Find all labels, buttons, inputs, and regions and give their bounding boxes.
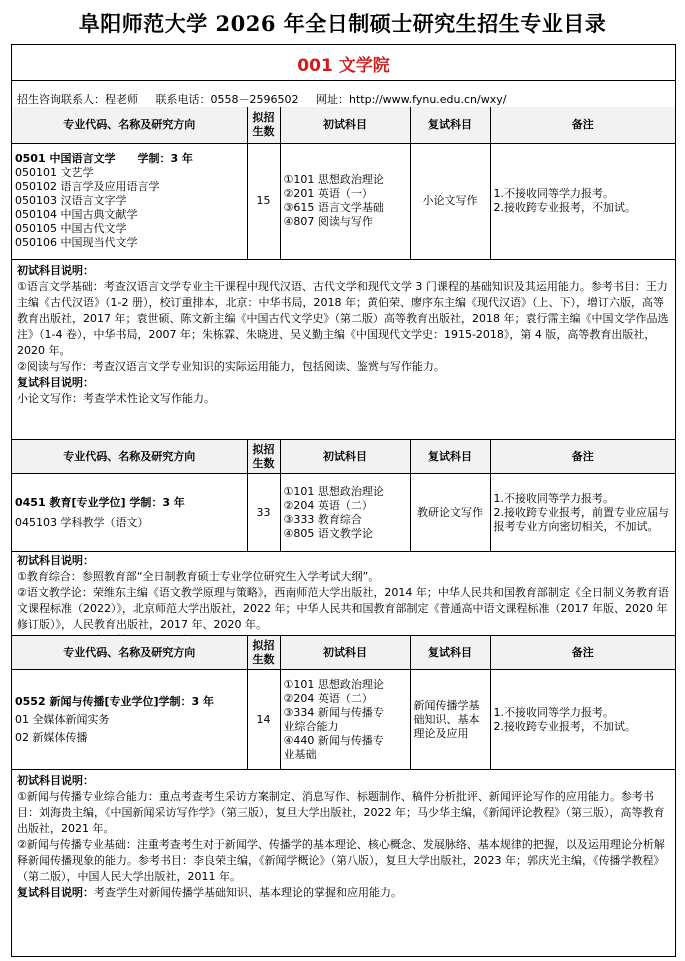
- retest-subject: 教研论文写作: [410, 474, 490, 552]
- exam-subject: ③333 教育综合: [283, 512, 362, 526]
- note-paragraph: ②语文教学论：荣维东主编《语文教学原理与策略》，西南师范大学出版社，2014 年；中华人民共和国教育部制定《全日制义务教育语文课程标准（2022）》，北京师范大学出版社，2022 年；中华人民共和国教育部制定《普通高中语文课程标准（2017 年版、2020 年修订版）》，人民教育出版社，2017 年、2020 年。: [17, 586, 669, 631]
- contact-website: 网址：http://www.fynu.edu.cn/wxy/: [315, 93, 507, 106]
- direction: 050104 中国古典文献学: [15, 208, 138, 221]
- retest-note-line: [17, 885, 670, 901]
- program-table: [12, 635, 675, 770]
- exam-subject: ③334 新闻与传播专: [283, 705, 384, 719]
- catalog-frame: [11, 44, 676, 957]
- retest-line: 理论及应用: [413, 726, 469, 740]
- note-paragraph: ②阅读与写作：考查汉语言文学专业知识的实际运用能力，包括阅读、鉴赏与写作能力。: [17, 360, 445, 373]
- retest-subject: 小论文写作: [410, 143, 490, 259]
- remarks: [490, 670, 675, 770]
- direction: 050102 语言学及应用语言学: [15, 180, 160, 193]
- header-remark: 备注: [490, 107, 675, 143]
- header-major: 专业代码、名称及研究方向: [12, 440, 247, 474]
- plan-count: 14: [247, 670, 280, 770]
- header-remark: 备注: [490, 636, 675, 670]
- remark-line: 1.不接收同等学力报考。: [493, 187, 614, 200]
- header-exam2: 复试科目: [410, 636, 490, 670]
- notes-title: 初试科目说明：: [17, 774, 94, 787]
- retest-line: 新闻传播学基: [413, 698, 480, 712]
- plan-count: 15: [247, 143, 280, 259]
- retest-note: 小论文写作：考查学术性论文写作能力。: [17, 392, 215, 405]
- plan-count: 33: [247, 474, 280, 552]
- remarks: [490, 474, 675, 552]
- remark-line: 1.不接收同等学力报考。: [493, 491, 614, 505]
- exam-subject: 业基础: [283, 747, 317, 761]
- exam-subject: ①101 思想政治理论: [283, 484, 384, 498]
- notes-title: 初试科目说明：: [17, 554, 94, 567]
- note-paragraph: ①语言文学基础：考查汉语言文学专业主干课程中现代汉语、古代文学和现代文学 3 门课程的基础知识及其运用能力。参考书目：王力主编《古代汉语》（1-2 册），校订重排本，北京：中华书局，2018 年；黄伯荣、廖序东主编《现代汉语》（上、下），增订六版，高等教育出版社，2017 年；袁世硕、陈文新主编《中国古代文学史》（第二版）高等教育出版社，2018 年；袁行霈主编《中国文学作品选注》（1-4 卷），中华书局，2007 年；朱栋霖、朱晓进、吴义勤主编《中国现代文学史：1915-2018》，第 4 版，高等教育出版社，2020 年。: [17, 280, 669, 357]
- exam-notes: [12, 263, 675, 407]
- header-plan: 拟招生数: [247, 107, 280, 143]
- retest-line: 础知识、基本: [413, 712, 480, 726]
- retest-note: 考查学生对新闻传播学基础知识、基本理论的掌握和应用能力。: [94, 886, 402, 899]
- remark-line: 2.接收跨专业报考，不加试。: [493, 201, 636, 214]
- header-major: 专业代码、名称及研究方向: [12, 107, 247, 143]
- table-header-row: [12, 107, 675, 143]
- remark-line: 1.不接收同等学力报考。: [493, 705, 614, 719]
- contact-person: 招生咨询联系人：程老师: [17, 93, 138, 106]
- program-name: 0451 教育[专业学位] 学制：3 年: [15, 495, 185, 509]
- table-header-row: [12, 636, 675, 670]
- page-title: 阜阳师范大学 2026 年全日制硕士研究生招生专业目录: [78, 11, 607, 36]
- exam-subject: 业综合能力: [283, 719, 339, 733]
- major-cell: [12, 143, 247, 259]
- exam-subject: ②204 英语（二）: [283, 498, 373, 512]
- divider: [12, 80, 675, 81]
- header-remark: 备注: [490, 440, 675, 474]
- exam-subject: ②204 英语（二）: [283, 691, 373, 705]
- remark-line: 2.接收跨专业报考，不加试。: [493, 719, 636, 733]
- exam-subjects: [280, 474, 410, 552]
- table-row: [12, 474, 675, 552]
- program-table: [12, 107, 675, 260]
- direction: 02 新媒体传播: [15, 730, 88, 744]
- exam-subjects: [280, 670, 410, 770]
- header-major: 专业代码、名称及研究方向: [12, 636, 247, 670]
- exam-subject: ④440 新闻与传播专: [283, 733, 384, 747]
- direction: 01 全媒体新闻实务: [15, 712, 110, 726]
- direction: 050103 汉语言文字学: [15, 194, 127, 207]
- direction: 050101 文艺学: [15, 166, 94, 179]
- exam-subject: ②201 英语（一）: [283, 187, 373, 200]
- direction: 050105 中国古代文学: [15, 222, 127, 235]
- header-exam2: 复试科目: [410, 107, 490, 143]
- header-exam1: 初试科目: [280, 440, 410, 474]
- header-plan: 拟招生数: [247, 636, 280, 670]
- table-row: [12, 670, 675, 770]
- program-name: 0552 新闻与传播[专业学位]学制：3 年: [15, 694, 214, 708]
- remark-line: 2.接收跨专业报考，前置专业应届与报考专业方向密切相关，不加试。: [493, 505, 669, 533]
- exam-subject: ①101 思想政治理论: [283, 677, 384, 691]
- exam-subject: ①101 思想政治理论: [283, 173, 384, 186]
- table-header-row: [12, 440, 675, 474]
- exam-subjects: [280, 143, 410, 259]
- exam-subject: ④805 语文教学论: [283, 526, 373, 540]
- direction: 045103 学科教学（语文）: [15, 515, 149, 529]
- retest-notes-title: 复试科目说明：: [17, 886, 94, 899]
- exam-notes: [12, 773, 675, 901]
- header-exam2: 复试科目: [410, 440, 490, 474]
- major-cell: [12, 474, 247, 552]
- direction: 050106 中国现当代文学: [15, 236, 138, 249]
- contact-line: [17, 91, 520, 107]
- program-table: [12, 439, 675, 552]
- note-paragraph: ②新闻与传播专业基础：注重考查考生对于新闻学、传播学的基本理论、核心概念、发展脉络、基本规律的把握，以及运用理论分析解释新闻传播现象的能力。参考书目：李良荣主编，《新闻学概论》（第八版），复旦大学出版社，2023 年；郭庆光主编，《传播学教程》（第二版），中国人民大学出版社，2011 年。: [17, 838, 665, 883]
- header-exam1: 初试科目: [280, 107, 410, 143]
- retest-subject: [410, 670, 490, 770]
- exam-subject: ④807 阅读与写作: [283, 215, 373, 228]
- college-title: 001 文学院: [297, 56, 390, 76]
- program-name: 0501 中国语言文学 学制：3 年: [15, 152, 193, 165]
- table-row: [12, 143, 675, 259]
- retest-notes-title: 复试科目说明：: [17, 376, 94, 389]
- note-paragraph: ①教育综合：参照教育部“全日制教育硕士专业学位研究生入学考试大纲”。: [17, 570, 380, 583]
- header-plan: 拟招生数: [247, 440, 280, 474]
- note-paragraph: ①新闻与传播专业综合能力：重点考查考生采访方案制定、消息写作、标题制作、稿件分析批评、新闻评论写作的应用能力。参考书目：刘海贵主编，《中国新闻采访写作学》（第三版），复旦大学出版社，2022 年；马少华主编，《新闻评论教程》（第三版），高等教育出版社，2021 年。: [17, 790, 665, 835]
- header-exam1: 初试科目: [280, 636, 410, 670]
- notes-title: 初试科目说明：: [17, 264, 94, 277]
- major-cell: [12, 670, 247, 770]
- remarks: [490, 143, 675, 259]
- contact-phone: 联系电话：0558－2596502: [155, 93, 299, 106]
- exam-subject: ③615 语言文学基础: [283, 201, 384, 214]
